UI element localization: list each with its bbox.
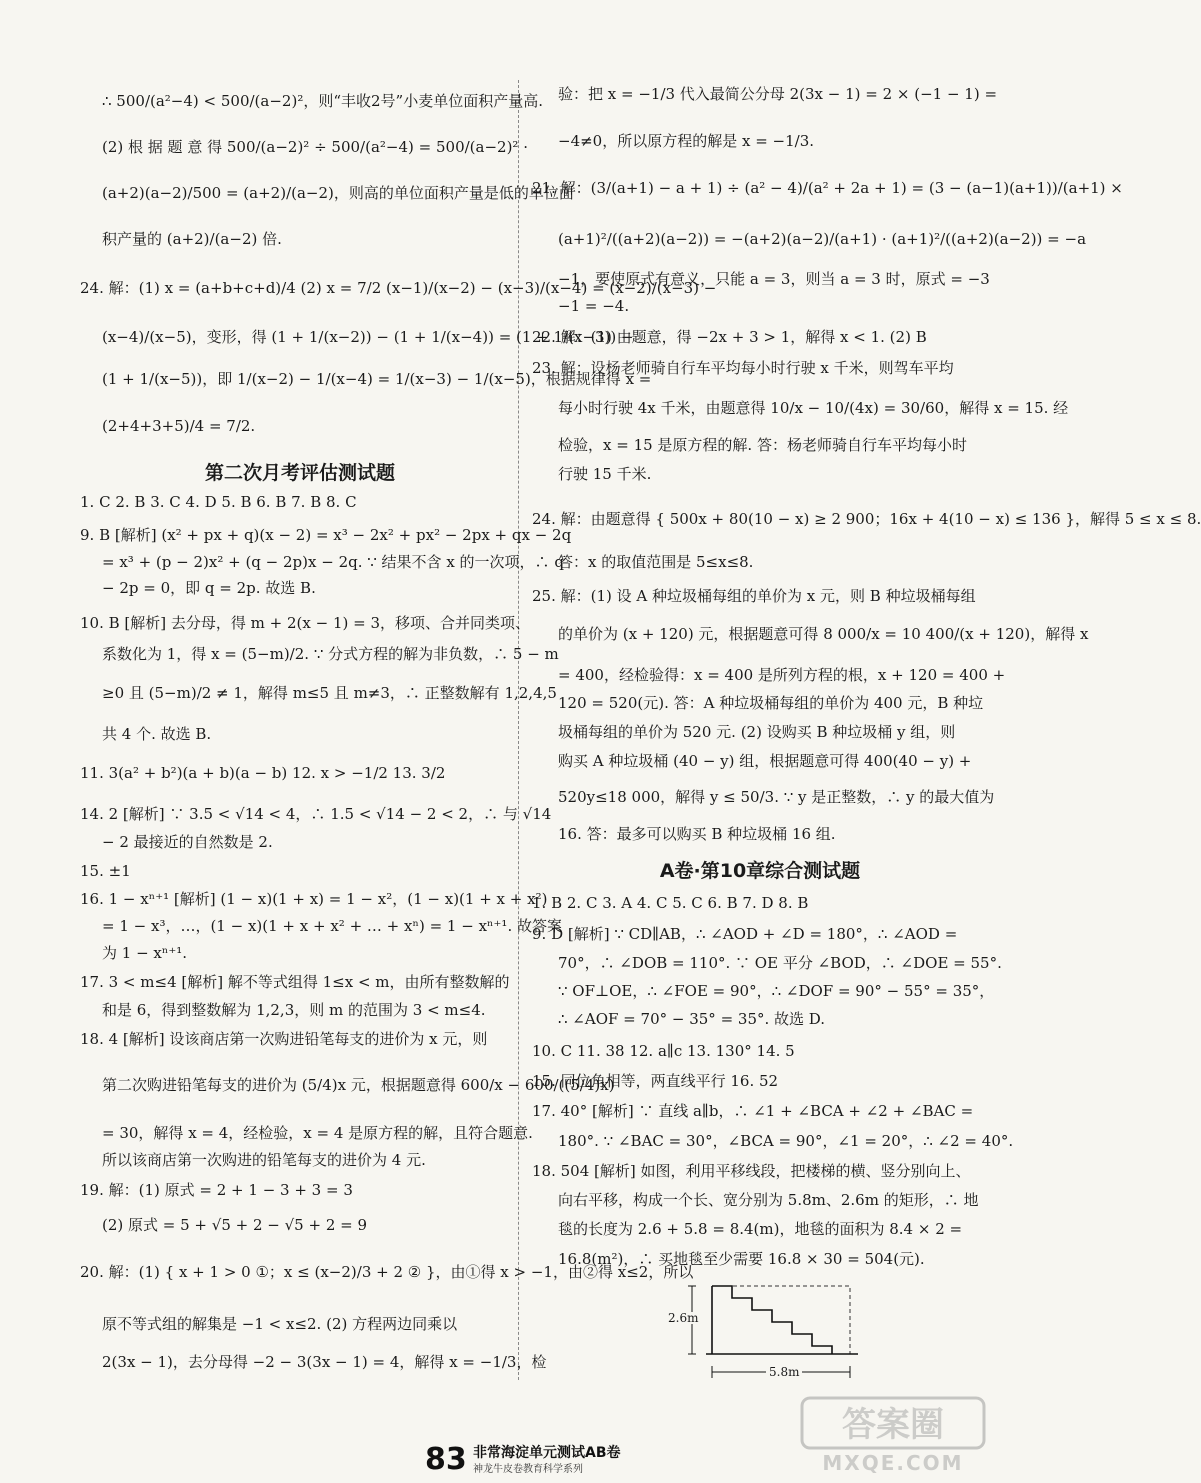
text-line: 共 4 个. 故选 B. bbox=[102, 725, 212, 743]
text-line: 16. 答：最多可以购买 B 种垃圾桶 16 组. bbox=[558, 825, 836, 843]
text-line: 圾桶每组的单价为 520 元. (2) 设购买 B 种垃圾桶 y 组，则 bbox=[558, 723, 956, 741]
footer-title: 非常海淀单元测试AB卷 bbox=[473, 1445, 621, 1461]
text-line: −1，要使原式有意义，只能 a = 3，则当 a = 3 时，原式 = −3 bbox=[558, 270, 990, 288]
text-line: 和是 6，得到整数解为 1,2,3，则 m 的范围为 3 < m≤4. bbox=[102, 1001, 486, 1019]
text-line: 25. 解：(1) 设 A 种垃圾桶每组的单价为 x 元，则 B 种垃圾桶每组 bbox=[532, 587, 976, 605]
text-line: 23. 解：设杨老师骑自行车平均每小时行驶 x 千米，则驾车平均 bbox=[532, 359, 954, 377]
text-line: = x³ + (p − 2)x² + (q − 2p)x − 2q. ∵ 结果不含 x 的一次项，∴ q bbox=[102, 553, 564, 571]
text-line: 系数化为 1，得 x = (5−m)/2. ∵ 分式方程的解为非负数，∴ 5 − m bbox=[102, 645, 559, 663]
text-line: 原不等式组的解集是 −1 < x≤2. (2) 方程两边同乘以 bbox=[102, 1315, 458, 1333]
text-line: 2(3x − 1)，去分母得 −2 − 3(3x − 1) = 4，解得 x = −1/3，检 bbox=[102, 1353, 547, 1371]
text-line: 19. 解：(1) 原式 = 2 + 1 − 3 + 3 = 3 bbox=[80, 1181, 353, 1199]
text-line: ∵ OF⊥OE，∴ ∠FOE = 90°，∴ ∠DOF = 90° − 55° = 35°， bbox=[558, 982, 995, 1000]
text-line: 20. 解：(1) { x + 1 > 0 ①；x ≤ (x−2)/3 + 2 ② }，由①得 x > −1，由②得 x≤2，所以 bbox=[80, 1263, 694, 1281]
watermark-graphic bbox=[798, 1394, 988, 1476]
text-line: 行驶 15 千米. bbox=[558, 465, 652, 483]
text-line: 120 = 520(元). 答：A 种垃圾桶每组的单价为 400 元，B 种垃 bbox=[558, 694, 984, 712]
text-line: 第二次购进铅笔每支的进价为 (5/4)x 元，根据题意得 600/x − 600/((5/4)x) bbox=[102, 1076, 615, 1094]
text-line: −1 = −4. bbox=[558, 297, 630, 315]
text-line: 14. 2 [解析] ∵ 3.5 < √14 < 4，∴ 1.5 < √14 − 2 < 2，∴ 与 √14 bbox=[80, 805, 552, 823]
stair-outline bbox=[712, 1286, 832, 1354]
text-line: 24. 解：(1) x = (a+b+c+d)/4 (2) x = 7/2 (x−1)/(x−2) − (x−3)/(x−4) = (x−2)/(x−3) − bbox=[80, 279, 717, 297]
text-line: 答：x 的取值范围是 5≤x≤8. bbox=[558, 553, 754, 571]
text-line: 15. 同位角相等，两直线平行 16. 52 bbox=[532, 1072, 779, 1090]
text-line: (1 + 1/(x−5))，即 1/(x−2) − 1/(x−4) = 1/(x−3) − 1/(x−5)，根据规律得 x = bbox=[102, 370, 652, 388]
section-heading: 第二次月考评估测试题 bbox=[204, 462, 395, 484]
text-line: 10. C 11. 38 12. a∥c 13. 130° 14. 5 bbox=[532, 1042, 795, 1060]
svg-text:MXQE.COM: MXQE.COM bbox=[822, 1451, 964, 1475]
text-line: = 400，经检验得：x = 400 是所列方程的根，x + 120 = 400 + bbox=[558, 666, 1006, 684]
text-line: 22. 解：(1) 由题意，得 −2x + 3 > 1，解得 x < 1. (2) B bbox=[532, 328, 927, 346]
text-line: 17. 40° [解析] ∵ 直线 a∥b，∴ ∠1 + ∠BCA + ∠2 + ∠BAC = bbox=[532, 1102, 974, 1120]
text-line: (2) 原式 = 5 + √5 + 2 − √5 + 2 = 9 bbox=[102, 1216, 368, 1234]
watermark-logo bbox=[798, 1394, 988, 1476]
text-line: 9. B [解析] (x² + px + q)(x − 2) = x³ − 2x² + px² − 2px + qx − 2q bbox=[80, 526, 572, 544]
text-line: (a+1)²/((a+2)(a−2)) = −(a+2)(a−2)/(a+1) · (a+1)²/((a+2)(a−2)) = −a bbox=[558, 230, 1087, 248]
section-heading: A卷·第10章综合测试题 bbox=[659, 860, 861, 882]
text-line: 购买 A 种垃圾桶 (40 − y) 组，根据题意可得 400(40 − y) + bbox=[558, 752, 972, 770]
footer-subtitle: 神龙牛皮卷教育科学系列 bbox=[473, 1464, 583, 1475]
text-line: −4≠0，所以原方程的解是 x = −1/3. bbox=[558, 132, 815, 150]
text-line: 18. 504 [解析] 如图，利用平移线段，把楼梯的横、竖分别向上、 bbox=[532, 1162, 971, 1180]
text-line: 15. ±1 bbox=[80, 862, 131, 880]
text-line: 为 1 − xⁿ⁺¹. bbox=[102, 944, 188, 962]
text-line: = 1 − x³，…，(1 − x)(1 + x + x² + … + xⁿ) = 1 − xⁿ⁺¹. 故答案 bbox=[102, 917, 562, 935]
text-line: 16.8(m²)，∴ 买地毯至少需要 16.8 × 30 = 504(元). bbox=[558, 1250, 925, 1268]
text-line: 1. B 2. C 3. A 4. C 5. C 6. B 7. D 8. B bbox=[532, 894, 809, 912]
text-line: = 30，解得 x = 4，经检验，x = 4 是原方程的解，且符合题意. bbox=[102, 1124, 533, 1142]
text-line: 11. 3(a² + b²)(a + b)(a − b) 12. x > −1/2 13. 3/2 bbox=[80, 764, 446, 782]
text-line: 21. 解：(3/(a+1) − a + 1) ÷ (a² − 4)/(a² + 2a + 1) = (3 − (a−1)(a+1))/(a+1) × bbox=[532, 179, 1123, 197]
text-line: 1. C 2. B 3. C 4. D 5. B 6. B 7. B 8. C bbox=[80, 493, 357, 511]
text-line: 17. 3 < m≤4 [解析] 解不等式组得 1≤x < m，由所有整数解的 bbox=[80, 973, 510, 991]
staircase-figure bbox=[668, 1280, 866, 1390]
text-line: 所以该商店第一次购进的铅笔每支的进价为 4 元. bbox=[102, 1151, 426, 1169]
width-label: 5.8m bbox=[766, 1366, 802, 1378]
text-line: 70°，∴ ∠DOB = 110°. ∵ OE 平分 ∠BOD，∴ ∠DOE = 55°. bbox=[558, 954, 1002, 972]
text-line: (a+2)(a−2)/500 = (a+2)/(a−2)，则高的单位面积产量是低的单位面 bbox=[102, 184, 574, 202]
text-line: (2+4+3+5)/4 = 7/2. bbox=[102, 417, 256, 435]
text-line: 9. D [解析] ∵ CD∥AB，∴ ∠AOD + ∠D = 180°，∴ ∠AOD = bbox=[532, 925, 958, 943]
text-line: (x−4)/(x−5)，变形，得 (1 + 1/(x−2)) − (1 + 1/(x−4)) = (1 + 1/(x−3)) − bbox=[102, 328, 634, 346]
text-line: 检验，x = 15 是原方程的解. 答：杨老师骑自行车平均每小时 bbox=[558, 436, 967, 454]
svg-text:答案圈: 答案圈 bbox=[842, 1405, 944, 1445]
text-line: 24. 解：由题意得 { 500x + 80(10 − x) ≥ 2 900；16x + 4(10 − x) ≤ 136 }，解得 5 ≤ x ≤ 8. bbox=[532, 510, 1201, 528]
page-number: 83 bbox=[425, 1442, 467, 1477]
column-divider bbox=[518, 80, 519, 1380]
text-line: − 2p = 0，即 q = 2p. 故选 B. bbox=[102, 579, 316, 597]
text-line: ≥0 且 (5−m)/2 ≠ 1，解得 m≤5 且 m≠3，∴ 正整数解有 1,2,4,5 bbox=[102, 684, 557, 702]
text-line: − 2 最接近的自然数是 2. bbox=[102, 833, 273, 851]
text-line: ∴ 500/(a²−4) < 500/(a−2)²，则“丰收2号”小麦单位面积产量高. bbox=[102, 92, 543, 110]
text-line: 180°. ∵ ∠BAC = 30°，∠BCA = 90°，∠1 = 20°，∴ ∠2 = 40°. bbox=[558, 1132, 1014, 1150]
text-line: 每小时行驶 4x 千米，由题意得 10/x − 10/(4x) = 30/60，解得 x = 15. 经 bbox=[558, 399, 1069, 417]
height-label: 2.6m bbox=[668, 1311, 699, 1325]
text-line: 16. 1 − xⁿ⁺¹ [解析] (1 − x)(1 + x) = 1 − x²，(1 − x)(1 + x + x²) bbox=[80, 890, 548, 908]
text-line: 向右平移，构成一个长、宽分别为 5.8m、2.6m 的矩形，∴ 地 bbox=[558, 1191, 979, 1209]
text-line: 积产量的 (a+2)/(a−2) 倍. bbox=[102, 230, 282, 248]
text-line: 的单价为 (x + 120) 元，根据题意可得 8 000/x = 10 400/(x + 120)，解得 x bbox=[558, 625, 1089, 643]
text-line: 520y≤18 000，解得 y ≤ 50/3. ∵ y 是正整数，∴ y 的最大值为 bbox=[558, 788, 995, 806]
text-line: (2) 根 据 题 意 得 500/(a−2)² ÷ 500/(a²−4) = 500/(a−2)² · bbox=[102, 138, 528, 156]
text-line: 10. B [解析] 去分母，得 m + 2(x − 1) = 3，移项、合并同类项、 bbox=[80, 614, 530, 632]
text-line: 毯的长度为 2.6 + 5.8 = 8.4(m)，地毯的面积为 8.4 × 2 = bbox=[558, 1220, 963, 1238]
text-line: ∴ ∠AOF = 70° − 35° = 35°. 故选 D. bbox=[558, 1010, 826, 1028]
text-line: 18. 4 [解析] 设该商店第一次购进铅笔每支的进价为 x 元，则 bbox=[80, 1030, 488, 1048]
text-line: 验：把 x = −1/3 代入最简公分母 2(3x − 1) = 2 × (−1 − 1) = bbox=[558, 85, 998, 103]
